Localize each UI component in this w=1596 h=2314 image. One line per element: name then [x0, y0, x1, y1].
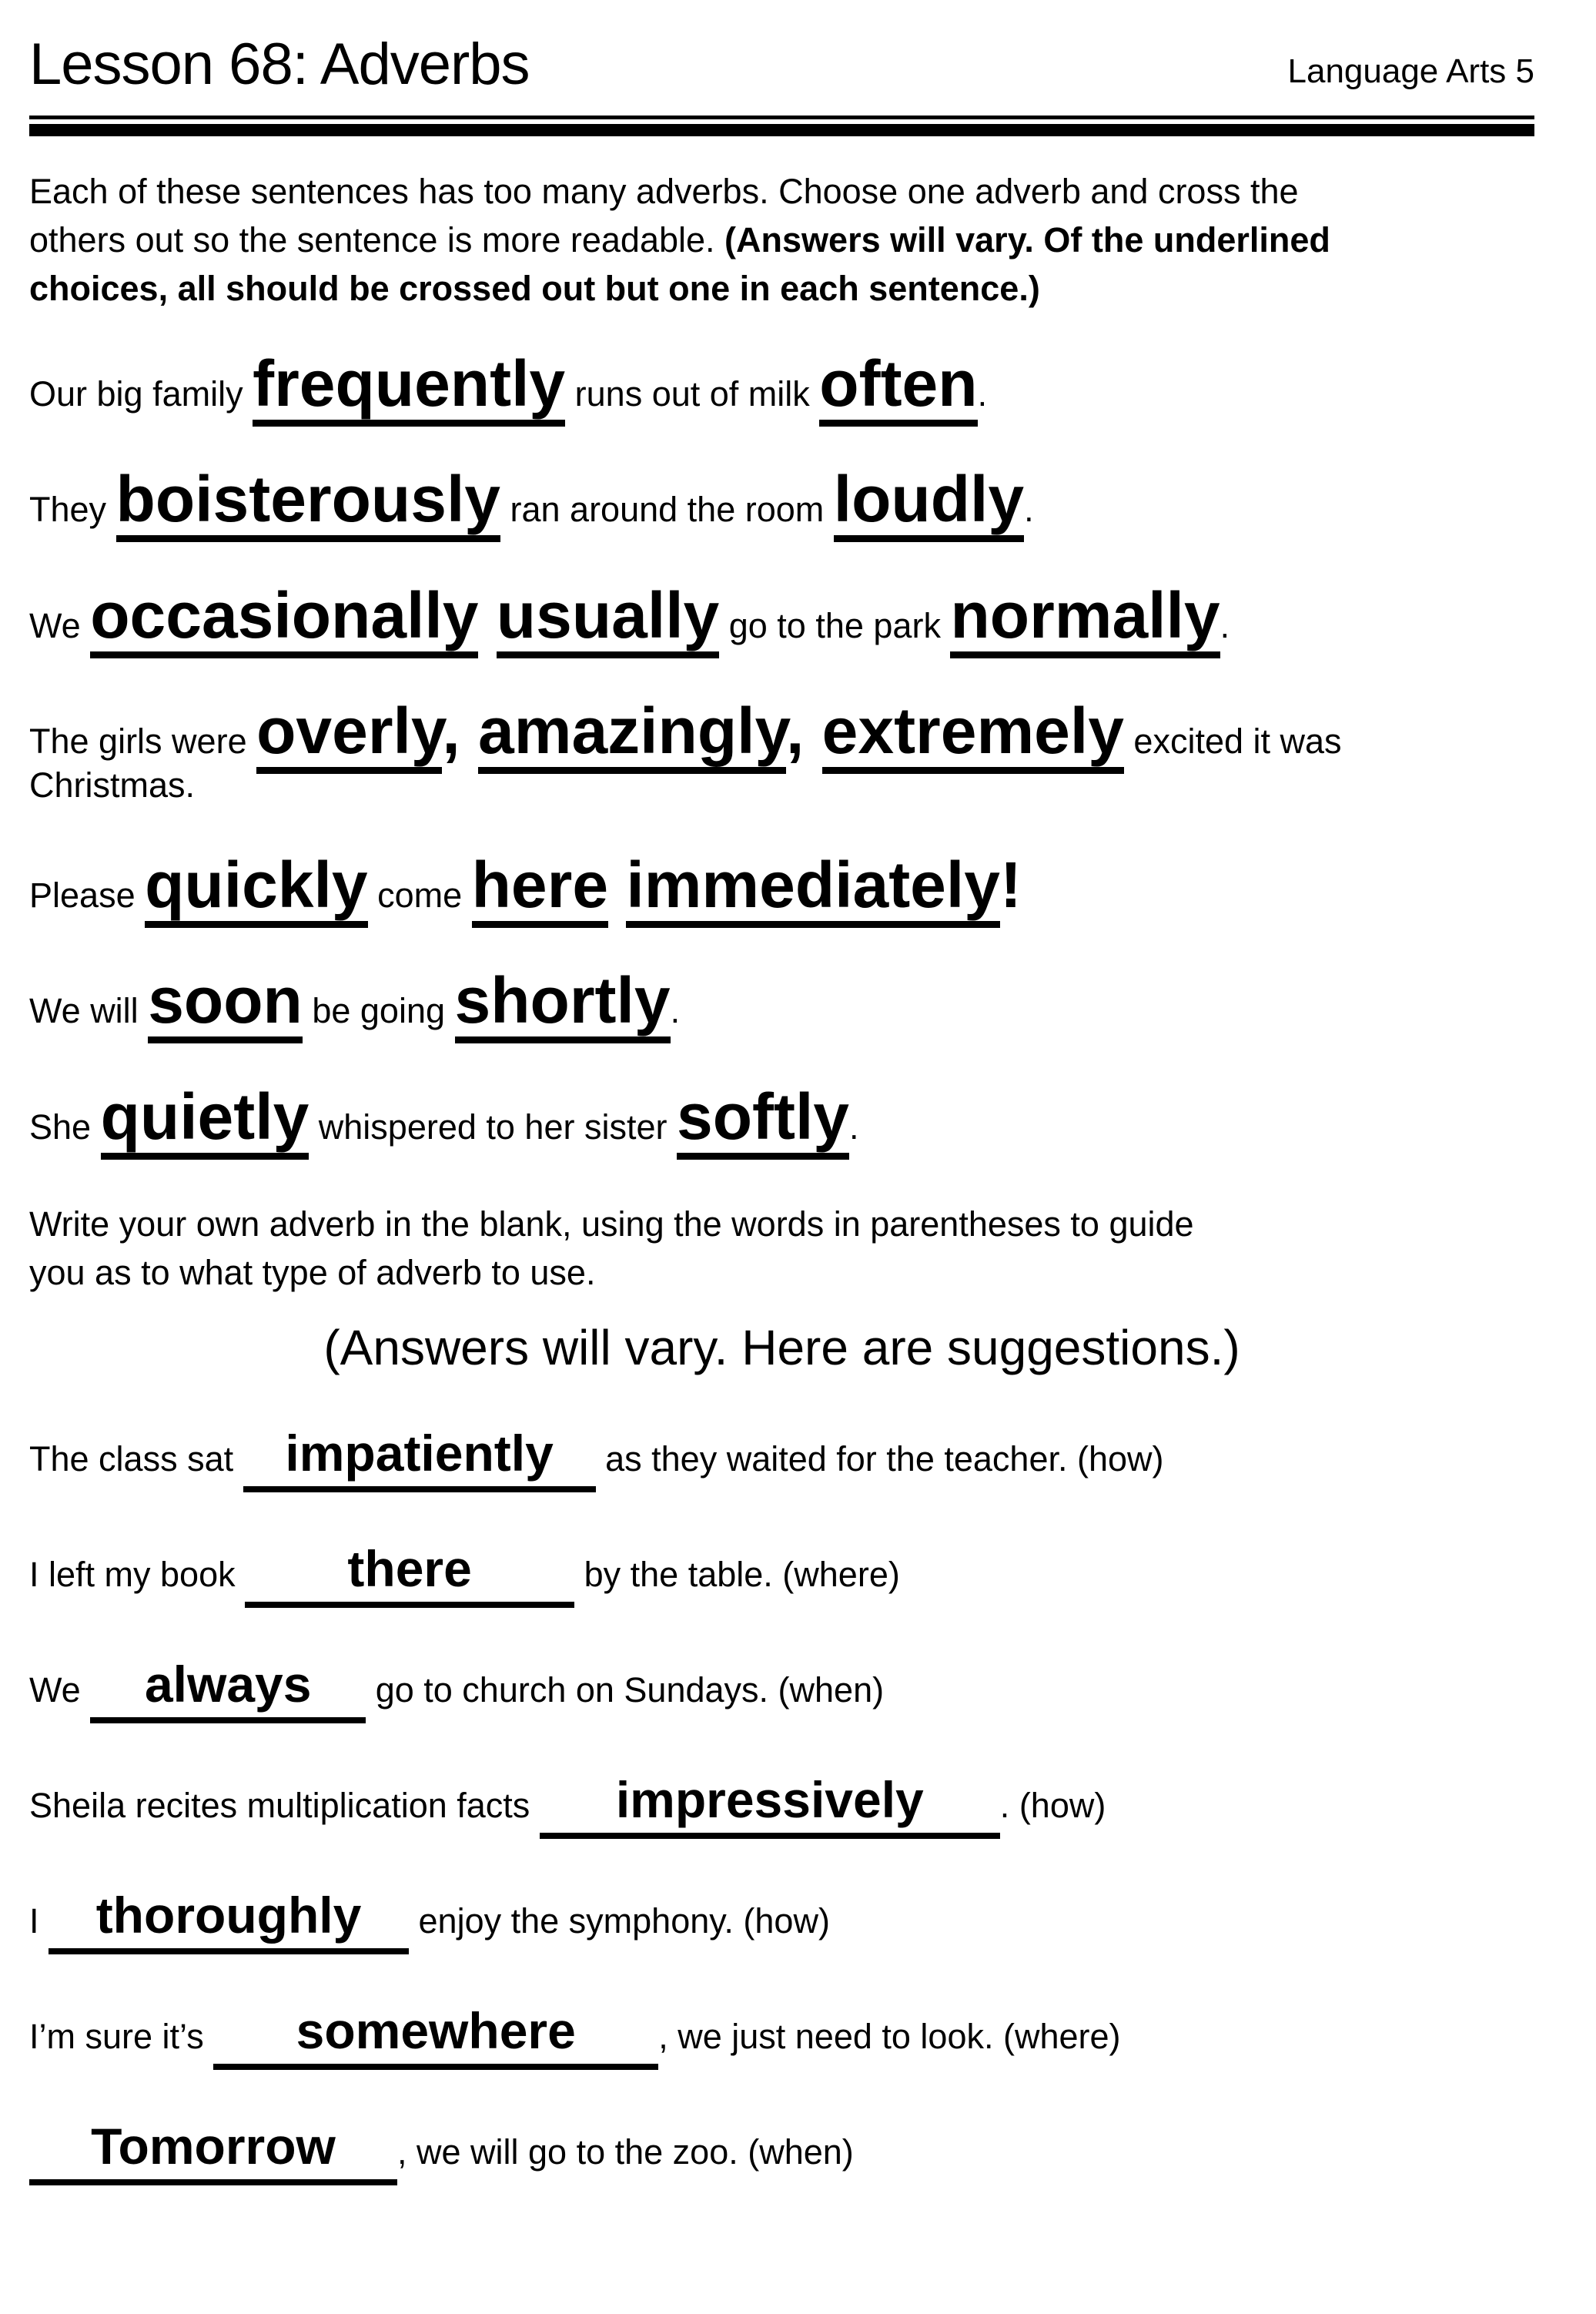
sentence-text: Christmas. — [29, 765, 196, 805]
sentence-text: . — [1220, 605, 1230, 645]
fill-in-sentence — [29, 1539, 1534, 1608]
sentence-text: , — [785, 694, 822, 767]
answer-blank — [245, 1539, 574, 1608]
sentence-text: whispered to her sister — [309, 1107, 677, 1147]
underlined-adverb: loudly — [834, 463, 1024, 542]
underlined-adverb: immediately — [626, 849, 1000, 928]
underlined-adverb: amazingly — [478, 695, 786, 774]
sentence — [29, 348, 1534, 419]
suggested-answer: somewhere — [296, 2001, 576, 2059]
adverb-type-hint: (when) — [768, 1669, 885, 1710]
sentence — [29, 849, 1534, 920]
sentence-text — [608, 849, 626, 921]
underlined-adverb: often — [819, 347, 977, 427]
cross-out-instructions — [29, 167, 1534, 313]
answer-blank — [90, 1657, 366, 1723]
answer-blank — [540, 1770, 1000, 1839]
sentence-text: go to the park — [719, 605, 951, 645]
suggested-answer: there — [347, 1539, 472, 1597]
sentence-text: . — [1024, 490, 1034, 530]
instructions-bold-note-line3: choices, all should be crossed out but one in each sentence.) — [29, 268, 1040, 308]
fill-after-text: , we just need to look. — [658, 2016, 994, 2056]
fill-before-text: I left my book — [29, 1554, 246, 1594]
answers-note: (Answers will vary. Here are suggestions.) — [323, 1320, 1240, 1376]
sentence-text: , — [442, 694, 479, 767]
sentence-text: They — [29, 490, 116, 530]
fill-after-text: enjoy the symphony. — [409, 1900, 734, 1941]
sentence-text: . — [977, 373, 988, 414]
course-label: Language Arts 5 — [1287, 52, 1534, 90]
sentence — [29, 580, 1534, 651]
sentence — [29, 1081, 1534, 1152]
fill-before-text: The class sat — [29, 1438, 243, 1478]
fill-after-text: by the table. — [574, 1554, 773, 1594]
fill-in-items — [29, 1426, 1534, 2185]
answer-blank — [213, 2001, 658, 2070]
sentence — [29, 965, 1534, 1036]
header — [29, 34, 1534, 95]
instructions-text-line2: others out so the sentence is more readable. — [29, 219, 725, 260]
cross-out-sentences — [29, 348, 1534, 1152]
sentence-text: excited it was — [1123, 721, 1342, 761]
sentence-text — [478, 579, 496, 651]
page-title: Lesson 68: Adverbs — [29, 32, 530, 97]
adverb-type-hint: (when) — [738, 2131, 854, 2172]
sentence-text: be going — [302, 991, 455, 1031]
fill-after-text: as they waited for the teacher. — [595, 1438, 1068, 1478]
underlined-adverb: extremely — [822, 695, 1124, 774]
adverb-type-hint: (where) — [993, 2016, 1121, 2056]
answer-blank — [29, 2119, 397, 2185]
suggested-answer: impatiently — [285, 1424, 554, 1482]
underlined-adverb: shortly — [455, 964, 671, 1043]
underlined-adverb: quietly — [101, 1080, 309, 1160]
write-instructions-line1: Write your own adverb in the blank, using the words in parentheses to guide — [29, 1204, 1194, 1244]
fill-after-text: , we will go to the zoo. — [397, 2131, 738, 2172]
suggested-answer: thoroughly — [95, 1886, 362, 1944]
fill-in-sentence — [29, 1657, 1534, 1723]
underlined-adverb: softly — [677, 1080, 849, 1160]
divider-thick-line — [29, 124, 1534, 136]
adverb-type-hint: (how) — [1009, 1785, 1106, 1825]
suggested-answer: Tomorrow — [91, 2117, 336, 2175]
sentence — [29, 695, 1534, 805]
underlined-adverb: overly — [256, 695, 442, 774]
sentence-text: We will — [29, 991, 149, 1031]
fill-before-text: Sheila recites multiplication facts — [29, 1785, 540, 1825]
fill-before-text: I’m sure it’s — [29, 2016, 214, 2056]
divider-thin-line — [29, 116, 1534, 119]
sentence-text: She — [29, 1107, 101, 1147]
sentence-text: We — [29, 605, 91, 645]
instructions-text-line1: Each of these sentences has too many adverbs. Choose one adverb and cross the — [29, 171, 1299, 211]
instructions-bold-note-line2: (Answers will vary. Of the underlined — [724, 219, 1330, 260]
fill-before-text: We — [29, 1669, 91, 1710]
underlined-adverb: quickly — [145, 849, 367, 928]
underlined-adverb: soon — [148, 964, 303, 1043]
sentence-text: ran around the room — [500, 490, 834, 530]
fill-in-sentence — [29, 1888, 1534, 1954]
suggested-answer: impressively — [615, 1770, 924, 1828]
sentence — [29, 464, 1534, 534]
fill-in-sentence — [29, 2119, 1534, 2185]
fill-before-text: I — [29, 1900, 49, 1941]
sentence-text: runs out of milk — [565, 373, 820, 414]
underlined-adverb: here — [472, 849, 608, 928]
sentence-text: Please — [29, 875, 146, 915]
fill-in-sentence — [29, 1426, 1534, 1492]
fill-after-text: go to church on Sundays. — [366, 1669, 769, 1710]
answer-blank — [243, 1426, 596, 1492]
adverb-type-hint: (how) — [1067, 1438, 1164, 1478]
fill-in-sentence — [29, 1770, 1534, 1839]
underlined-adverb: usually — [497, 579, 719, 658]
adverb-type-hint: (how) — [733, 1900, 830, 1941]
sentence-text: Our big family — [29, 373, 253, 414]
fill-in-sentence — [29, 2001, 1534, 2070]
suggested-answer: always — [144, 1655, 312, 1713]
write-adverb-instructions — [29, 1200, 1534, 1297]
divider-double-rule — [29, 116, 1534, 136]
underlined-adverb: normally — [950, 579, 1220, 658]
sentence-text: ! — [999, 848, 1022, 921]
fill-after-text: . — [999, 1785, 1010, 1825]
adverb-type-hint: (where) — [772, 1554, 900, 1594]
sentence-text: The girls were — [29, 721, 257, 761]
sentence-text: come — [367, 875, 472, 915]
underlined-adverb: frequently — [253, 347, 565, 427]
underlined-adverb: boisterously — [116, 463, 500, 542]
answer-blank — [49, 1888, 409, 1954]
write-instructions-line2: you as to what type of adverb to use. — [29, 1253, 596, 1293]
sentence-text: . — [849, 1107, 859, 1147]
sentence-text: . — [670, 991, 681, 1031]
underlined-adverb: occasionally — [90, 579, 478, 658]
